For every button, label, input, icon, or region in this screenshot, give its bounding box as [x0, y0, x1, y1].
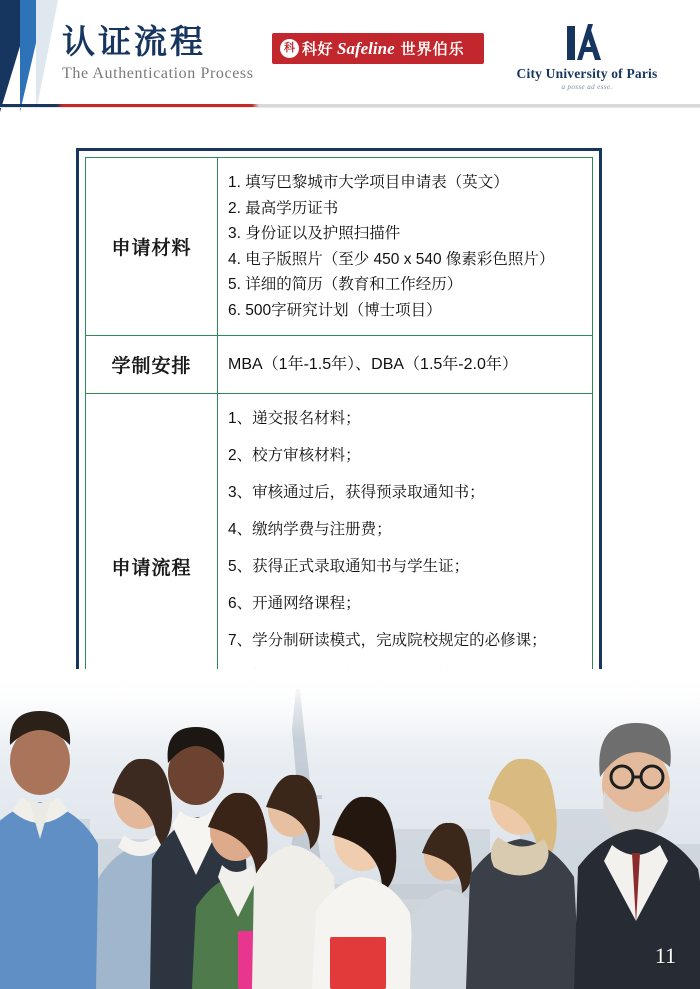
list-item: 7、学分制研读模式，完成院校规定的必修课； [228, 632, 547, 649]
university-logo [492, 20, 682, 91]
safeline-tagline: 世界伯乐 [400, 41, 465, 58]
slide-header [0, 0, 700, 112]
row-content-duration [218, 336, 593, 394]
page-title-en: The Authentication Process [62, 65, 254, 82]
list-item: 3、审核通过后，获得预录取通知书； [228, 484, 485, 501]
row-label-materials: 申请材料 [86, 158, 218, 336]
header-divider-secondary [0, 107, 700, 108]
info-table [85, 157, 593, 740]
list-item: 5、获得正式录取通知书与学生证； [228, 558, 470, 575]
safeline-brand-cn: 科好 [302, 41, 334, 58]
list-item: 3. 身份证以及护照扫描件 [228, 225, 401, 242]
list-item: 1. 填写巴黎城市大学项目申请表（英文） [228, 174, 509, 191]
page-title-cn: 认证流程 [62, 23, 206, 60]
page-title [62, 22, 254, 83]
list-item: 6. 500字研究计划（博士项目） [228, 301, 442, 319]
safeline-brand-en: Safeline [337, 38, 395, 58]
list-item: 4. 电子版照片（至少 450 x 540 像素彩色照片） [228, 250, 555, 268]
safeline-seal-icon: 科 [280, 39, 299, 58]
list-item: 1、递交报名材料； [228, 410, 361, 427]
list-item: 5. 详细的简历（教育和工作经历） [228, 276, 463, 293]
info-table-container [76, 148, 602, 749]
row-label-process: 申请流程 [86, 394, 218, 740]
row-label-duration: 学制安排 [86, 336, 218, 394]
header-accent-light [36, 0, 58, 112]
students-photo-illustration [0, 669, 700, 989]
page-number: 11 [654, 943, 676, 968]
list-item: 4、缴纳学费与注册费； [228, 521, 392, 538]
list-item: 2、校方审核材料； [228, 447, 361, 464]
safeline-logo [272, 33, 484, 64]
row-content-materials [218, 158, 593, 336]
list-item: 2. 最高学历证书 [228, 199, 339, 217]
table-row [86, 158, 593, 336]
university-crest-icon [492, 20, 682, 64]
table-row [86, 336, 593, 394]
list-item: 6、开通网络课程； [228, 595, 361, 612]
students-photo [0, 669, 700, 989]
university-name: City University of Paris [516, 66, 658, 81]
list-item: MBA（1年-1.5年）、DBA（1.5年-2.0年） [228, 356, 518, 373]
university-motto: a posse ad esse. [561, 83, 613, 91]
